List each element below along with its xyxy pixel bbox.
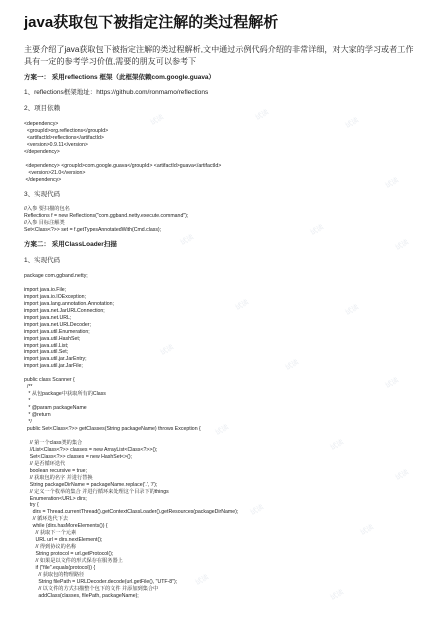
watermark-text: 试读 bbox=[179, 233, 196, 247]
watermark-text: 试读 bbox=[214, 423, 231, 437]
scheme1-item3: 3、实现代码 bbox=[24, 191, 61, 198]
watermark-text: 试读 bbox=[194, 573, 211, 587]
watermark-text: 试读 bbox=[159, 343, 176, 357]
watermark-text: 试读 bbox=[329, 438, 346, 452]
watermark-text: 试读 bbox=[149, 113, 166, 127]
scheme2-heading bbox=[24, 240, 117, 249]
watermark-text: 试读 bbox=[344, 116, 361, 130]
intro-paragraph: 主要介绍了java获取包下被指定注解的类过程解析,文中通过示例代码介绍的非常详细，对大家的学习或者工作具有一定的参考学习价值,需要的朋友可以参考下 bbox=[24, 45, 414, 66]
watermark-text: 试读 bbox=[309, 223, 326, 237]
classloader-code-block: package com.ggband.netty; import java.io.File; import java.io.IOException; import java.lang.annotation.Annotation; import java.net.JarURLConnection; import java.net.URL; import java.net.URLDecoder; import java.util.Enumeration; import java.util.HashSet; import java.util.List; import java.util.Set; import java.util.jar.JarEntry; import java.util.jar.JarFile; public class Scanner { /** * 从包package中获取所有的Class * * @param packageName * @return */ public Set<Class<?>> getClasses(String packageName) throws Exception { // 第一个class类的集合 //List<Class<?>> classes = new ArrayList<Class<?>>(); Set<Class<?>> classes = new HashSet<>(); // 是否循环迭代 boolean recursive = true; // 获取包的名字 并进行替换 String packageDirName = packageName.replace('.', '/'); // 定义一个枚举的集合 并进行循环来处理这个目录下的things Enumeration<URL> dirs; try { dirs = Thread.currentThread().getContextClassLoader().getResources(packageDirName); // 循环迭代下去 while (dirs.hasMoreElements()) { // 获取下一个元素 URL url = dirs.nextElement(); // 得到协议的名称 String protocol = url.getProtocol(); // 如果是以文件的形式保存在服务器上 if ("file".equals(protocol)) { // 获取包的物理路径 String filePath = URLDecoder.decode(url.getFile(), "UTF-8"); // 以文件的方式扫描整个包下的文件 并添加到集合中 addClass(classes, filePath, packageName); bbox=[24, 273, 239, 599]
scheme2-heading-text: 方案二： 采用ClassLoader扫描 bbox=[24, 241, 117, 248]
scheme1-heading bbox=[24, 73, 215, 82]
watermark-text: 试读 bbox=[359, 523, 376, 537]
watermark-text: 试读 bbox=[384, 176, 401, 190]
document-title: java获取包下被指定注解的类过程解析 bbox=[24, 14, 279, 31]
watermark-text: 试读 bbox=[344, 303, 361, 317]
watermark-text: 试读 bbox=[394, 238, 411, 252]
reflections-code-block: //入参 要扫描的包名 Reflections f = new Reflections("com.ggband.netty.execute.command"); //入参 目标注解类 Set<Class<?>> set = f.getTypesAnnotatedWith(Cmd.class); bbox=[24, 206, 189, 233]
watermark-text: 试读 bbox=[384, 376, 401, 390]
watermark-text: 试读 bbox=[249, 503, 266, 517]
scheme1-item1: 1、reflections框架地址：https://github.com/ronmamo/reflections bbox=[24, 89, 209, 96]
scheme2-item1: 1、实现代码 bbox=[24, 257, 61, 264]
dependency-code-block: <dependency> <groupId>org.reflections</groupId> <artifactId>reflections</artifactId> <version>0.9.11</version> </dependency> <dependency> <groupId>com.google.guava</groupId> <artifactId>guava</artifactId> <version>21.0</version> </dependency> bbox=[24, 121, 222, 183]
watermark-text: 试读 bbox=[329, 588, 346, 602]
watermark-text: 试读 bbox=[254, 108, 271, 122]
watermark-text: 试读 bbox=[394, 468, 411, 482]
scheme1-item2: 2、项目依赖 bbox=[24, 105, 61, 112]
scheme1-heading-text: 方案一： 采用reflections 框架（此框架依赖com.google.guava） bbox=[24, 74, 216, 81]
watermark-text: 试读 bbox=[284, 358, 301, 372]
watermark-text: 试读 bbox=[234, 298, 251, 312]
